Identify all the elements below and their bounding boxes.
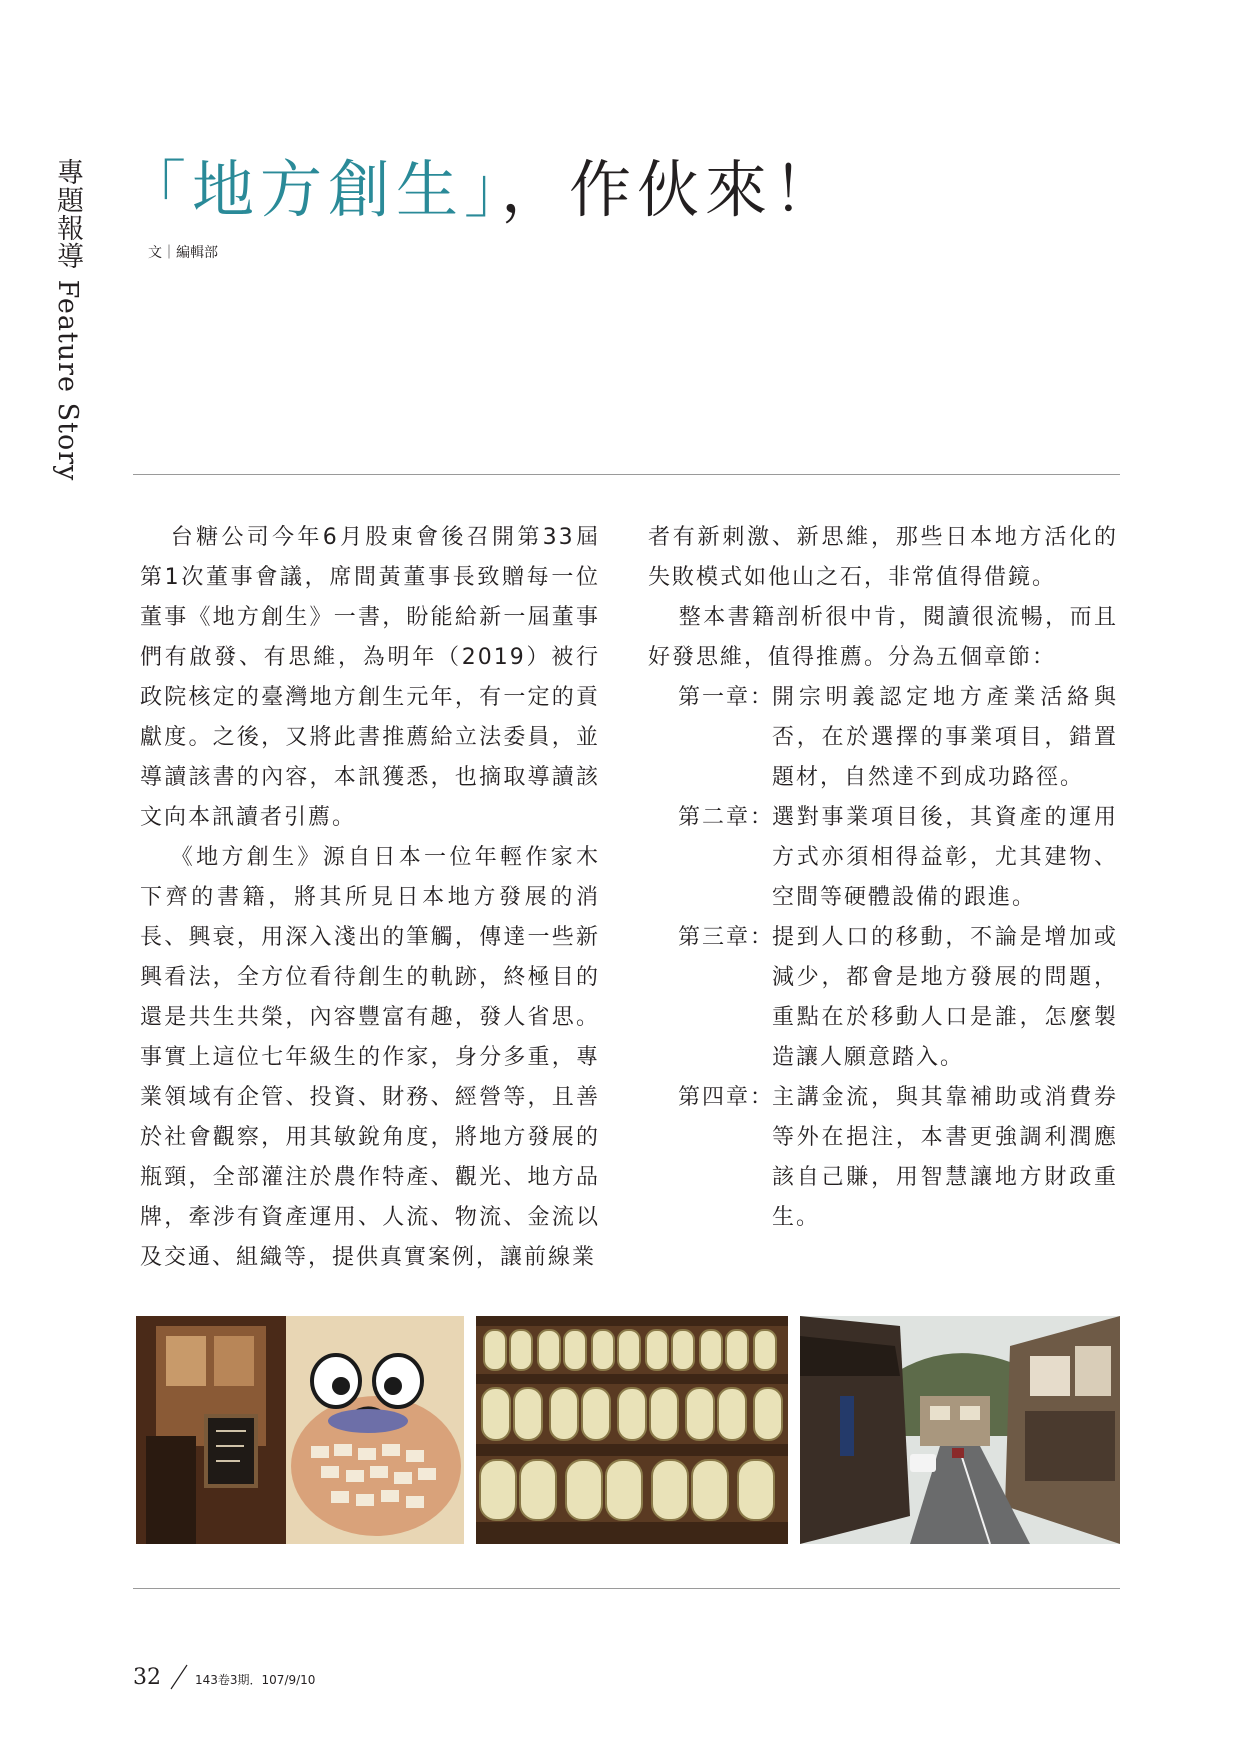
issue-info: 143卷3期．107/9/10 bbox=[195, 1672, 316, 1687]
chapter-item bbox=[648, 798, 1118, 918]
chapter-text: 提到人口的移動，不論是增加或減少，都會是地方發展的問題，重點在於移動人口是誰，怎麼製造讓人願意踏入。 bbox=[772, 925, 1118, 1070]
page-number: 32 bbox=[133, 1664, 161, 1690]
chapter-label: 第二章： bbox=[678, 805, 775, 830]
photo-geta-sandals bbox=[476, 1316, 788, 1544]
page-footer bbox=[133, 1664, 315, 1690]
chapter-label: 第一章： bbox=[678, 685, 775, 710]
slash-divider-icon bbox=[169, 1664, 189, 1690]
chapter-item bbox=[648, 1078, 1118, 1238]
article-title-rest: ，作伙來！ bbox=[501, 153, 842, 226]
chapter-text: 開宗明義認定地方產業活絡與否，在於選擇的事業項目，錯置題材，自然達不到成功路徑。 bbox=[772, 685, 1118, 790]
chapter-item bbox=[648, 918, 1118, 1078]
chapter-label: 第四章： bbox=[678, 1085, 775, 1110]
bottom-divider bbox=[133, 1588, 1120, 1589]
chapter-item bbox=[648, 678, 1118, 798]
section-label: 專題報導 Feature Story bbox=[52, 158, 83, 482]
top-divider bbox=[133, 474, 1120, 475]
article-title-highlight: 「地方創生」 bbox=[124, 153, 502, 226]
chapter-label: 第三章： bbox=[678, 925, 775, 950]
left-column bbox=[140, 518, 600, 1278]
chapter-text: 主講金流，與其靠補助或消費券等外在挹注，本書更強調利潤應該自己賺，用智慧讓地方財政重生。 bbox=[772, 1085, 1118, 1230]
body-paragraph: 整本書籍剖析很中肯，閱讀很流暢，而且好發思維，值得推薦。分為五個章節： bbox=[648, 605, 1118, 670]
body-paragraph-continued: 者有新刺激、新思維，那些日本地方活化的失敗模式如他山之石，非常值得借鏡。 bbox=[648, 525, 1118, 590]
body-paragraph: 台糖公司今年6月股東會後召開第33屆第1次董事會議，席間黃董事長致贈每一位董事《地方創生》一書，盼能給新一屆董事們有啟發、有思維，為明年（2019）被行政院核定的臺灣地方創生元年，有一定的貢獻度。之後，又將此書推薦給立法委員，並導讀該書的內容，本訊獲悉，也摘取導讀該文向本訊讀者引薦。 bbox=[140, 525, 600, 830]
right-column bbox=[648, 518, 1118, 1238]
photo-shop-crab-mural bbox=[136, 1316, 464, 1544]
article-title bbox=[124, 150, 841, 230]
byline: 文｜編輯部 bbox=[148, 245, 218, 261]
body-paragraph: 《地方創生》源自日本一位年輕作家木下齊的書籍，將其所見日本地方發展的消長、興衰，用深入淺出的筆觸，傳達一些新興看法，全方位看待創生的軌跡，終極目的還是共生共榮，內容豐富有趣，發人省思。事實上這位七年級生的作家，身分多重，專業領域有企管、投資、財務、經營等，且善於社會觀察，用其敏銳角度，將地方發展的瓶頸，全部灌注於農作特產、觀光、地方品牌，牽涉有資產運用、人流、物流、金流以及交通、組織等，提供真實案例，讓前線業 bbox=[140, 845, 600, 1270]
chapter-text: 選對事業項目後，其資產的運用方式亦須相得益彰，尤其建物、空間等硬體設備的跟進。 bbox=[772, 805, 1118, 910]
photo-town-street bbox=[800, 1316, 1120, 1544]
